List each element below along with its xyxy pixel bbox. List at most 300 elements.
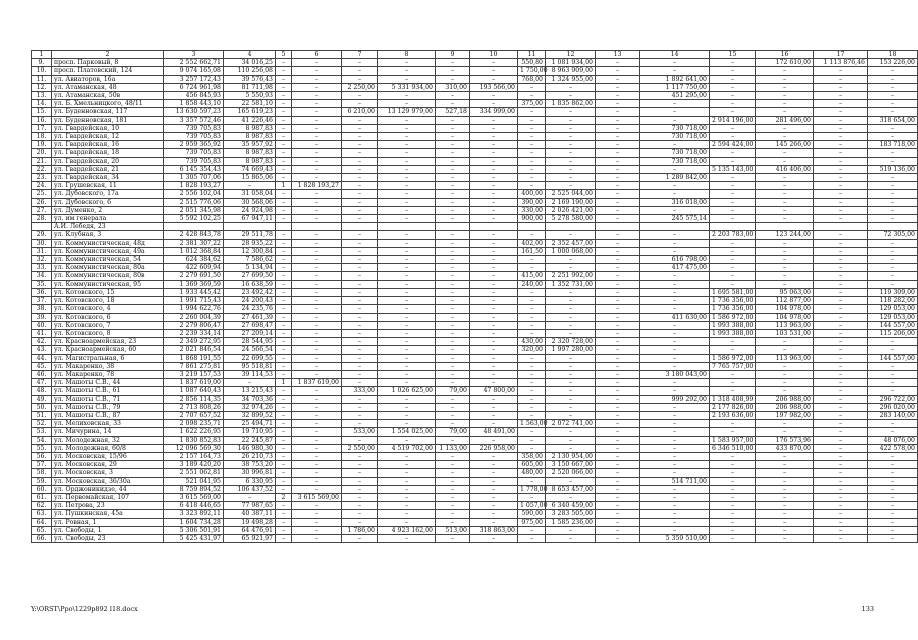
value-cell: 6 210,00: [342, 108, 378, 116]
value-cell: –: [868, 157, 918, 165]
value-cell: –: [342, 493, 378, 501]
value-cell: –: [276, 157, 292, 165]
value-cell: [378, 223, 436, 231]
address-cell: ул. Коммунистическая, 95: [52, 280, 164, 288]
value-cell: 1 892 641,00: [640, 75, 710, 83]
value-cell: 2 320 728,00: [546, 338, 596, 346]
value-cell: –: [756, 485, 814, 493]
value-cell: 550,80: [518, 59, 546, 67]
value-cell: 900,00: [518, 215, 546, 223]
value-cell: 6 340 459,00: [546, 502, 596, 510]
value-cell: [164, 223, 224, 231]
table-row: [32, 485, 918, 493]
value-cell: 129 053,00: [868, 305, 918, 313]
value-cell: –: [276, 444, 292, 452]
table-row: [32, 493, 918, 501]
value-cell: –: [710, 534, 756, 542]
value-cell: –: [546, 305, 596, 313]
value-cell: –: [756, 239, 814, 247]
value-cell: –: [342, 379, 378, 387]
row-number-cell: 57.: [32, 461, 52, 469]
value-cell: –: [518, 305, 546, 313]
value-cell: –: [276, 534, 292, 542]
value-cell: –: [378, 346, 436, 354]
value-cell: –: [436, 370, 470, 378]
value-cell: 2 352 457,00: [546, 239, 596, 247]
value-cell: –: [756, 124, 814, 132]
value-cell: 115 206,00: [868, 329, 918, 337]
value-cell: –: [470, 534, 518, 542]
value-cell: 39 114,53: [224, 370, 276, 378]
value-cell: 1 993 388,00: [710, 321, 756, 329]
value-cell: –: [814, 313, 868, 321]
value-cell: –: [224, 379, 276, 387]
value-cell: –: [814, 354, 868, 362]
table-row: [32, 174, 918, 182]
value-cell: 739 705,83: [164, 149, 224, 157]
table-row: [32, 108, 918, 116]
value-cell: –: [814, 288, 868, 296]
value-cell: –: [276, 165, 292, 173]
value-cell: –: [436, 510, 470, 518]
value-cell: –: [596, 510, 640, 518]
value-cell: 2 279 691,50: [164, 272, 224, 280]
value-cell: –: [756, 370, 814, 378]
value-cell: –: [292, 313, 342, 321]
value-cell: 206 988,00: [756, 395, 814, 403]
value-cell: –: [868, 461, 918, 469]
value-cell: 172 610,00: [756, 59, 814, 67]
value-cell: 296 722,00: [868, 395, 918, 403]
value-cell: –: [378, 190, 436, 198]
value-cell: –: [640, 518, 710, 526]
address-cell: ул. Атаманская, 48: [52, 83, 164, 91]
value-cell: 1 305 707,06: [164, 174, 224, 182]
value-cell: –: [470, 231, 518, 239]
value-cell: –: [518, 92, 546, 100]
value-cell: –: [546, 149, 596, 157]
column-number-12: 12: [546, 51, 596, 59]
value-cell: –: [814, 141, 868, 149]
value-cell: 2 203 783,00: [710, 231, 756, 239]
value-cell: –: [640, 247, 710, 255]
value-cell: –: [470, 469, 518, 477]
value-cell: –: [756, 518, 814, 526]
value-cell: –: [276, 92, 292, 100]
value-cell: –: [436, 124, 470, 132]
value-cell: –: [814, 493, 868, 501]
value-cell: –: [814, 272, 868, 280]
address-cell: ул. Дубовского, 6: [52, 198, 164, 206]
value-cell: 999 292,00: [640, 395, 710, 403]
address-cell: ул. Коммунистическая, 48д: [52, 239, 164, 247]
value-cell: –: [546, 379, 596, 387]
value-cell: –: [814, 280, 868, 288]
column-number-9: 9: [436, 51, 470, 59]
address-cell: ул. Коммунистическая, 54: [52, 256, 164, 264]
value-cell: –: [814, 403, 868, 411]
value-cell: –: [518, 108, 546, 116]
value-cell: –: [546, 534, 596, 542]
value-cell: –: [378, 75, 436, 83]
value-cell: 8 963 909,00: [546, 67, 596, 75]
value-cell: –: [596, 83, 640, 91]
value-cell: –: [436, 477, 470, 485]
row-number-cell: 63.: [32, 510, 52, 518]
address-cell: ул. Думенко, 2: [52, 206, 164, 214]
value-cell: 240,00: [518, 280, 546, 288]
value-cell: –: [518, 313, 546, 321]
row-number-cell: 26.: [32, 198, 52, 206]
value-cell: 24 200,43: [224, 297, 276, 305]
value-cell: 480,00: [518, 469, 546, 477]
value-cell: –: [292, 297, 342, 305]
column-number-11: 11: [518, 51, 546, 59]
value-cell: –: [276, 510, 292, 518]
value-cell: –: [596, 280, 640, 288]
table-row: [32, 370, 918, 378]
value-cell: –: [292, 231, 342, 239]
value-cell: –: [342, 403, 378, 411]
value-cell: 2 550,00: [342, 444, 378, 452]
value-cell: –: [470, 141, 518, 149]
value-cell: 119 309,00: [868, 288, 918, 296]
value-cell: –: [292, 67, 342, 75]
row-number-cell: 54.: [32, 436, 52, 444]
value-cell: 8 987,83: [224, 124, 276, 132]
value-cell: –: [292, 83, 342, 91]
value-cell: –: [342, 469, 378, 477]
value-cell: –: [640, 231, 710, 239]
value-cell: 67 947,11: [224, 215, 276, 223]
value-cell: –: [868, 198, 918, 206]
address-cell: ул. Машоты С.В., 87: [52, 411, 164, 419]
value-cell: –: [546, 256, 596, 264]
value-cell: –: [276, 272, 292, 280]
value-cell: –: [546, 157, 596, 165]
value-cell: –: [756, 387, 814, 395]
value-cell: –: [868, 452, 918, 460]
value-cell: –: [814, 362, 868, 370]
value-cell: –: [710, 239, 756, 247]
value-cell: 6 330,95: [224, 477, 276, 485]
table-row: [32, 428, 918, 436]
value-cell: –: [518, 288, 546, 296]
value-cell: [224, 223, 276, 231]
value-cell: –: [342, 264, 378, 272]
value-cell: –: [518, 165, 546, 173]
value-cell: –: [640, 100, 710, 108]
value-cell: –: [710, 477, 756, 485]
value-cell: –: [518, 329, 546, 337]
value-cell: –: [710, 387, 756, 395]
value-cell: –: [814, 247, 868, 255]
value-cell: –: [814, 379, 868, 387]
value-cell: –: [436, 534, 470, 542]
value-cell: –: [546, 329, 596, 337]
value-cell: 123 244,00: [756, 231, 814, 239]
value-cell: 2 251 992,00: [546, 272, 596, 280]
value-cell: 8 653 457,00: [546, 485, 596, 493]
value-cell: –: [470, 313, 518, 321]
value-cell: –: [868, 174, 918, 182]
value-cell: 1 736 356,00: [710, 297, 756, 305]
value-cell: 6 418 446,65: [164, 502, 224, 510]
value-cell: 3 357 572,46: [164, 116, 224, 124]
value-cell: –: [436, 165, 470, 173]
address-cell: ул. Московская, 3: [52, 469, 164, 477]
column-number-6: 6: [292, 51, 342, 59]
value-cell: –: [756, 362, 814, 370]
row-number-cell: 50.: [32, 403, 52, 411]
value-cell: –: [868, 477, 918, 485]
value-cell: –: [292, 338, 342, 346]
column-number-15: 15: [710, 51, 756, 59]
value-cell: –: [378, 461, 436, 469]
value-cell: –: [378, 518, 436, 526]
value-cell: –: [276, 329, 292, 337]
value-cell: –: [470, 92, 518, 100]
value-cell: –: [378, 288, 436, 296]
value-cell: –: [276, 420, 292, 428]
value-cell: –: [276, 215, 292, 223]
value-cell: 8 987,83: [224, 157, 276, 165]
value-cell: 1 583 957,00: [710, 436, 756, 444]
row-number-cell: 62.: [32, 502, 52, 510]
value-cell: –: [292, 59, 342, 67]
value-cell: –: [276, 280, 292, 288]
value-cell: –: [868, 485, 918, 493]
value-cell: –: [596, 75, 640, 83]
value-cell: –: [292, 272, 342, 280]
value-cell: –: [596, 272, 640, 280]
value-cell: –: [710, 174, 756, 182]
value-cell: 2 051 345,98: [164, 206, 224, 214]
document-path: Y:\ORST\Ppo\1229p892 l18.docx: [31, 605, 138, 613]
value-cell: 95 518,81: [224, 362, 276, 370]
value-cell: –: [276, 264, 292, 272]
value-cell: –: [596, 420, 640, 428]
value-cell: –: [436, 338, 470, 346]
value-cell: –: [518, 174, 546, 182]
value-cell: –: [596, 403, 640, 411]
value-cell: –: [710, 198, 756, 206]
column-number-17: 17: [814, 51, 868, 59]
value-cell: 320,00: [518, 346, 546, 354]
value-cell: –: [378, 510, 436, 518]
address-cell: ул. Дубовского, 17а: [52, 190, 164, 198]
value-cell: 30 996,81: [224, 469, 276, 477]
value-cell: –: [640, 280, 710, 288]
value-cell: –: [276, 362, 292, 370]
value-cell: –: [756, 534, 814, 542]
value-cell: –: [596, 206, 640, 214]
value-cell: 422 578,00: [868, 444, 918, 452]
value-cell: –: [342, 420, 378, 428]
value-cell: –: [276, 133, 292, 141]
value-cell: –: [292, 215, 342, 223]
value-cell: –: [814, 477, 868, 485]
value-cell: –: [436, 215, 470, 223]
value-cell: –: [276, 428, 292, 436]
value-cell: –: [596, 477, 640, 485]
address-cell: ул. Московская, 15/96: [52, 452, 164, 460]
value-cell: 6 724 961,98: [164, 83, 224, 91]
value-cell: –: [518, 321, 546, 329]
value-cell: –: [814, 387, 868, 395]
value-cell: –: [276, 411, 292, 419]
value-cell: 79,00: [436, 428, 470, 436]
value-cell: –: [596, 387, 640, 395]
value-cell: –: [756, 420, 814, 428]
value-cell: –: [596, 247, 640, 255]
value-cell: 2 556 102,04: [164, 190, 224, 198]
table-row: [32, 288, 918, 296]
value-cell: –: [470, 493, 518, 501]
value-cell: –: [596, 436, 640, 444]
value-cell: –: [710, 215, 756, 223]
value-cell: 521 041,95: [164, 477, 224, 485]
table-row: [32, 141, 918, 149]
value-cell: –: [756, 247, 814, 255]
value-cell: –: [292, 116, 342, 124]
value-cell: –: [596, 354, 640, 362]
value-cell: –: [342, 354, 378, 362]
value-cell: –: [640, 321, 710, 329]
value-cell: –: [640, 493, 710, 501]
value-cell: –: [710, 59, 756, 67]
column-number-14: 14: [640, 51, 710, 59]
table-row: [32, 190, 918, 198]
value-cell: –: [292, 280, 342, 288]
value-cell: –: [276, 231, 292, 239]
value-cell: –: [596, 313, 640, 321]
address-cell: ул. Мичурина, 14: [52, 428, 164, 436]
row-number-cell: 29.: [32, 231, 52, 239]
value-cell: –: [868, 272, 918, 280]
value-cell: –: [518, 256, 546, 264]
address-cell: ул. Коммунистическая, 80в: [52, 272, 164, 280]
value-cell: 390,00: [518, 198, 546, 206]
value-cell: 2 026 421,00: [546, 206, 596, 214]
table-row: [32, 477, 918, 485]
value-cell: –: [596, 182, 640, 190]
value-cell: 13 129 979,00: [378, 108, 436, 116]
value-cell: –: [470, 239, 518, 247]
value-cell: 193 566,00: [470, 83, 518, 91]
value-cell: –: [518, 297, 546, 305]
value-cell: 1 133,00: [436, 444, 470, 452]
value-cell: –: [292, 165, 342, 173]
value-cell: –: [640, 141, 710, 149]
value-cell: –: [470, 354, 518, 362]
address-cell: ул. Московская, 36/30а: [52, 477, 164, 485]
value-cell: –: [814, 329, 868, 337]
table-row: [32, 124, 918, 132]
value-cell: –: [596, 239, 640, 247]
value-cell: 161,50: [518, 247, 546, 255]
value-cell: –: [596, 338, 640, 346]
value-cell: –: [276, 116, 292, 124]
row-number-cell: 13.: [32, 92, 52, 100]
value-cell: 1 117 750,00: [640, 83, 710, 91]
value-cell: –: [276, 67, 292, 75]
value-cell: 2 856 114,35: [164, 395, 224, 403]
value-cell: –: [436, 362, 470, 370]
value-cell: –: [640, 510, 710, 518]
value-cell: –: [710, 182, 756, 190]
value-cell: –: [596, 428, 640, 436]
value-cell: –: [292, 75, 342, 83]
value-cell: –: [276, 403, 292, 411]
value-cell: 165 619,23: [224, 108, 276, 116]
address-cell: ул. Буденновская, 181: [52, 116, 164, 124]
value-cell: –: [546, 370, 596, 378]
value-cell: –: [868, 247, 918, 255]
value-cell: 433 870,00: [756, 444, 814, 452]
value-cell: –: [868, 264, 918, 272]
value-cell: –: [292, 510, 342, 518]
value-cell: –: [814, 174, 868, 182]
value-cell: 153 226,00: [868, 59, 918, 67]
value-cell: 2 525 044,00: [546, 190, 596, 198]
value-cell: –: [640, 297, 710, 305]
address-cell: ул. Машоты С.В., 79: [52, 403, 164, 411]
value-cell: –: [292, 461, 342, 469]
value-cell: –: [292, 124, 342, 132]
table-row: [32, 215, 918, 223]
value-cell: –: [518, 444, 546, 452]
address-cell: ул. Пушкинская, 45а: [52, 510, 164, 518]
value-cell: [814, 223, 868, 231]
table-row: [32, 198, 918, 206]
value-cell: –: [518, 354, 546, 362]
value-cell: –: [292, 108, 342, 116]
value-cell: –: [292, 305, 342, 313]
value-cell: –: [710, 280, 756, 288]
value-cell: 2 520 066,00: [546, 469, 596, 477]
value-cell: –: [378, 338, 436, 346]
value-cell: –: [756, 174, 814, 182]
value-cell: –: [756, 92, 814, 100]
table-row: [32, 329, 918, 337]
value-cell: –: [756, 272, 814, 280]
value-cell: –: [470, 321, 518, 329]
value-cell: 8 759 894,52: [164, 485, 224, 493]
value-cell: –: [546, 297, 596, 305]
value-cell: –: [292, 477, 342, 485]
row-number-cell: 47.: [32, 379, 52, 387]
value-cell: 5 359 510,00: [640, 534, 710, 542]
value-cell: 104 978,00: [756, 313, 814, 321]
row-number-cell: 44.: [32, 354, 52, 362]
value-cell: –: [868, 469, 918, 477]
value-cell: –: [436, 280, 470, 288]
value-cell: –: [710, 190, 756, 198]
value-cell: 1 012 368,84: [164, 247, 224, 255]
value-cell: –: [518, 493, 546, 501]
row-number-cell: 9.: [32, 59, 52, 67]
value-cell: –: [518, 133, 546, 141]
value-cell: –: [292, 100, 342, 108]
value-cell: –: [470, 247, 518, 255]
value-cell: 1 026 625,00: [378, 387, 436, 395]
value-cell: –: [470, 461, 518, 469]
value-cell: –: [640, 428, 710, 436]
value-cell: –: [378, 198, 436, 206]
value-cell: –: [546, 182, 596, 190]
value-cell: 590,00: [518, 510, 546, 518]
